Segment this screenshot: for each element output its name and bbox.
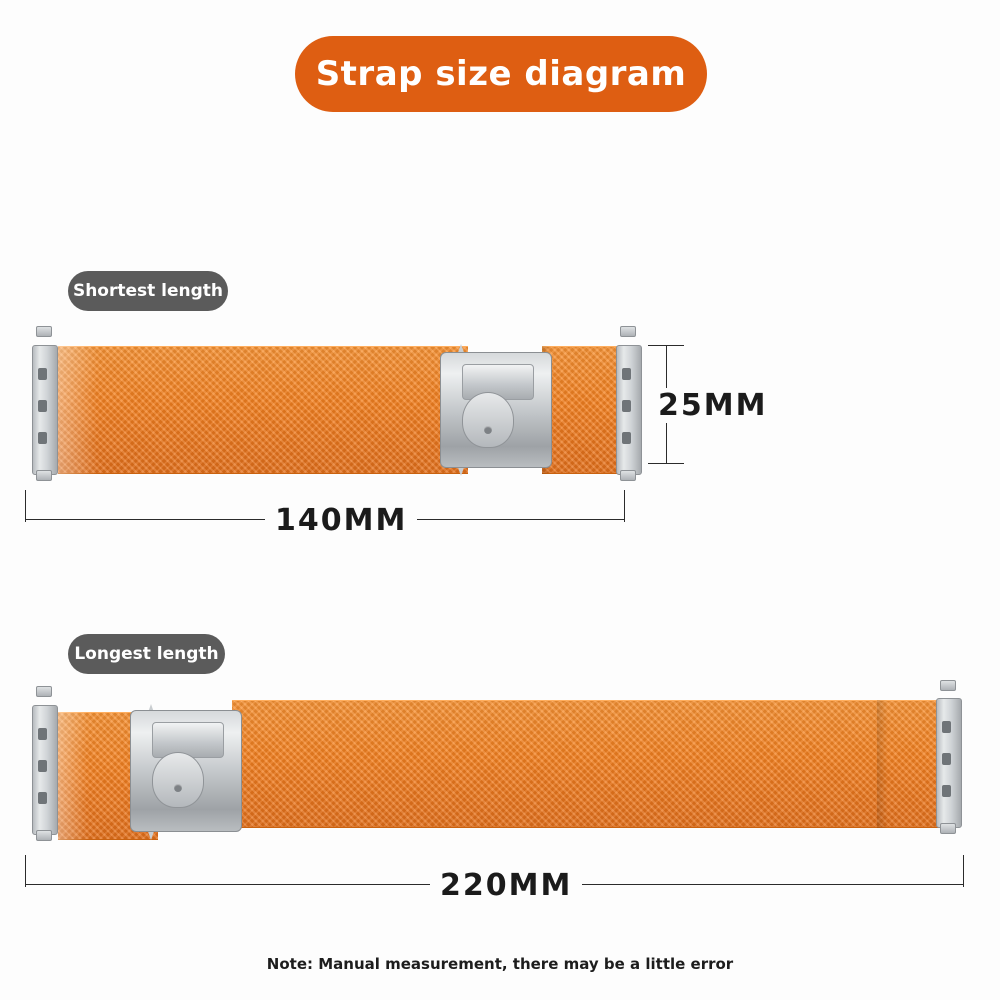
strap-band-left xyxy=(58,346,468,474)
clasp-lever xyxy=(152,722,224,758)
strap-band-left-highlight xyxy=(58,712,88,840)
watch-lug-right-slot-3 xyxy=(622,432,631,444)
clasp-pin xyxy=(484,426,492,434)
watch-lug-left-tab-bottom xyxy=(36,470,52,481)
strap-illustration-shortest xyxy=(22,320,642,485)
height-dim-label: 25MM xyxy=(648,388,777,423)
watch-lug-right-tab-bottom xyxy=(940,823,956,834)
page-title: Strap size diagram xyxy=(315,54,687,94)
watch-lug-left-tab-top xyxy=(36,326,52,337)
label-shortest-length xyxy=(68,271,228,311)
watch-lug-right-tab-top xyxy=(940,680,956,691)
watch-lug-right-slot-1 xyxy=(622,368,631,380)
strap-illustration-longest xyxy=(22,680,982,845)
clasp-hook xyxy=(152,752,204,808)
strap-band-left-highlight xyxy=(58,346,98,474)
watch-lug-right-slot-3 xyxy=(942,785,951,797)
clasp-pin xyxy=(174,784,182,792)
length-long-dim-label: 220MM xyxy=(430,868,582,903)
watch-lug-right-slot-2 xyxy=(942,753,951,765)
length-short-dim-label: 140MM xyxy=(265,503,417,538)
page-title-pill xyxy=(295,36,707,112)
watch-lug-left-slot-1 xyxy=(38,728,47,740)
length-long-dim-tick-right xyxy=(963,855,964,887)
watch-lug-left-slot-1 xyxy=(38,368,47,380)
length-long-dim-tick-left xyxy=(25,855,26,887)
watch-lug-right-slot-2 xyxy=(622,400,631,412)
height-dim-tick-bottom xyxy=(648,463,684,464)
watch-lug-left-slot-2 xyxy=(38,760,47,772)
clasp-hook xyxy=(462,392,514,448)
watch-lug-right-slot-1 xyxy=(942,721,951,733)
watch-lug-left-slot-3 xyxy=(38,432,47,444)
watch-lug-left-tab-top xyxy=(36,686,52,697)
label-shortest-length-text: Shortest length xyxy=(72,281,224,301)
length-short-dim-tick-right xyxy=(624,490,625,522)
length-short-dim-tick-left xyxy=(25,490,26,522)
label-longest-length xyxy=(68,634,225,674)
strap-band-right xyxy=(232,700,944,828)
watch-lug-left-slot-3 xyxy=(38,792,47,804)
watch-lug-right-tab-top xyxy=(620,326,636,337)
strap-band-right-fold xyxy=(877,700,895,828)
label-longest-length-text: Longest length xyxy=(74,644,219,664)
watch-lug-right-tab-bottom xyxy=(620,470,636,481)
watch-lug-left-tab-bottom xyxy=(36,830,52,841)
footer-note: Note: Manual measurement, there may be a little error xyxy=(266,955,734,973)
watch-lug-left-slot-2 xyxy=(38,400,47,412)
